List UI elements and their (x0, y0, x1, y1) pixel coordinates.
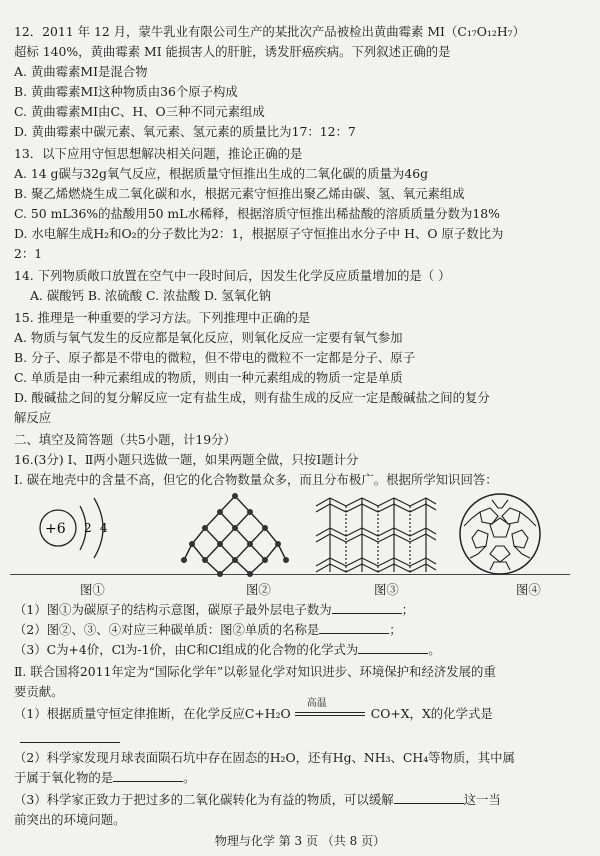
figure-graphite (310, 488, 440, 598)
answer-blank-2[interactable] (319, 621, 389, 634)
q12-line1: 12．2011 年 12 月，蒙牛乳业有限公司生产的某批次产品被检出黄曲霉素 MI（C₁₇O₁₂H₇） (14, 24, 526, 39)
reaction-left: （1）根据质量守恒定律推断，在化学反应C+H₂O (14, 706, 291, 721)
q16-ii-r2b: 于属于氧化物的是 。 (14, 770, 196, 785)
reaction-arrow (291, 698, 371, 723)
q15-option-a: A. 物质与氧气发生的反应都是氧化反应，则氧化反应一定要有氧气参加 (14, 330, 403, 345)
fig2-caption: 图② (246, 582, 271, 597)
q15-line1: 15. 推理是一种重要的学习方法。下列推理中正确的是 (14, 310, 311, 325)
q16-sub3: （3）C为+4价，Cl为-1价，由C和Cl组成的化合物的化学式为 。 (14, 642, 441, 657)
fig4-caption: 图④ (516, 582, 541, 597)
carbon-figures (20, 488, 580, 598)
q14-line1: 14. 下列物质敞口放置在空气中一段时间后，因发生化学反应质量增加的是（ ） (14, 268, 451, 283)
q16-ii-r3a-text: （3）科学家正致力于把过多的二氧化碳转化为有益的物质，可以缓解 (14, 792, 394, 807)
graphite-layers (310, 488, 440, 582)
shell1-label: 2 (84, 521, 92, 535)
atom-diagram (30, 488, 140, 578)
shell2-label: 4 (100, 521, 108, 535)
reaction-condition: 高温 (306, 698, 327, 709)
q16-line2: Ⅰ. 碳在地壳中的含量不高，但它的化合物数量众多，而且分布极广。根据所学知识回答： (14, 472, 498, 487)
q13-option-b: B. 聚乙烯燃烧生成二氧化碳和水，根据元素守恒推出聚乙烯由碳、氢、氧元素组成 (14, 186, 465, 201)
q16-ii-line2: 要贡献。 (14, 684, 64, 699)
q13-option-d: D. 水电解生成H₂和O₂的分子数比为2：1，根据原子守恒推出水分子中 H、O 原子数比为 (14, 226, 504, 241)
q16-ii-r3b: 前突出的环境问题。 (14, 812, 126, 827)
answer-blank-5[interactable] (113, 769, 183, 782)
nucleus-label: +6 (45, 521, 66, 537)
answer-blank-1[interactable] (332, 601, 402, 614)
q15-option-d-cont: 解反应 (14, 410, 52, 425)
q12-option-d: D. 黄曲霉素中碳元素、氧元素、氢元素的质量比为17：12：7 (14, 124, 356, 139)
reaction-right: CO+X，X的化学式是 (370, 706, 493, 721)
page-footer: 物理与化学 第 3 页 （共 8 页） (214, 834, 386, 848)
q15-option-c: C. 单质是由一种元素组成的物质，则由一种元素组成的物质一定是单质 (14, 370, 403, 385)
q16-ii-r2b-text: 于属于氧化物的是 (14, 770, 114, 785)
fig3-caption: 图③ (374, 582, 399, 597)
fig1-caption: 图① (80, 582, 105, 597)
figure-diamond (180, 488, 290, 598)
q16-sub2-text: （2）图②、③、④对应三种碳单质：图②单质的名称是 (14, 622, 320, 637)
answer-blank-6[interactable] (394, 791, 464, 804)
figure-atom-structure (30, 488, 140, 598)
q16-ii-r1 (14, 698, 590, 726)
q16-sub1: （1）图①为碳原子的结构示意图，碳原子最外层电子数为 ； (14, 602, 415, 617)
q12-line2: 超标 140%，黄曲霉素 MI 能损害人的肝脏，诱发肝癌疾病。下列叙述正确的是 (14, 44, 451, 59)
answer-blank-4[interactable] (20, 742, 120, 743)
q12-option-b: B. 黄曲霉素MI这种物质由36个原子构成 (14, 84, 238, 99)
figure-c60 (450, 488, 570, 598)
q16-sub2: （2）图②、③、④对应三种碳单质：图②单质的名称是 ； (14, 622, 402, 637)
q13-option-c: C. 50 mL36%的盐酸用50 mL水稀释，根据溶质守恒推出稀盐酸的溶质质量分数为18% (14, 206, 500, 221)
q16-ii-r2a: （2）科学家发现月球表面陨石坑中存在固态的H₂O，还有Hg、NH₃、CH₄等物质，其中属 (14, 750, 515, 765)
q15-option-b: B. 分子、原子都是不带电的微粒，但不带电的微粒不一定都是分子、原子 (14, 350, 416, 365)
q12-option-c: C. 黄曲霉素MI由C、H、O三种不同元素组成 (14, 104, 265, 119)
q15-option-d: D. 酸碱盐之间的复分解反应一定有盐生成，则有盐生成的反应一定是酸碱盐之间的复分 (14, 390, 490, 405)
q14-options: A. 碳酸钙 B. 浓硫酸 C. 浓盐酸 D. 氢氧化钠 (30, 288, 271, 303)
q16-sub3-text: （3）C为+4价，Cl为-1价，由C和Cl组成的化合物的化学式为 (14, 642, 359, 657)
q12-option-a: A. 黄曲霉素MI是混合物 (14, 64, 148, 79)
diamond-lattice (180, 488, 290, 582)
q16-line1: 16.(3分) Ⅰ、Ⅱ两小题只选做一题，如果两题全做，只按Ⅰ题计分 (14, 452, 359, 467)
fullerene-ball (450, 488, 550, 582)
q16-sub1-text: （1）图①为碳原子的结构示意图，碳原子最外层电子数为 (14, 602, 332, 617)
answer-blank-3[interactable] (358, 641, 428, 654)
q13-option-a: A. 14 g碳与32g氧气反应，根据质量守恒推出生成的二氧化碳的质量为46g (14, 166, 429, 181)
q16-ii-r3a-tail: 这一当 (463, 792, 501, 807)
q13-option-d-cont: 2：1 (14, 246, 43, 261)
section-heading: 二、填空及简答题（共5小题，计19分） (14, 432, 236, 447)
q16-ii-r3a (14, 790, 590, 809)
q16-ii-line1: Ⅱ. 联合国将2011年定为“国际化学年”以彰显化学对知识进步、环境保护和经济发展的重 (14, 664, 496, 679)
q13-line1: 13．以下应用守恒思想解决相关问题，推论正确的是 (14, 146, 303, 161)
